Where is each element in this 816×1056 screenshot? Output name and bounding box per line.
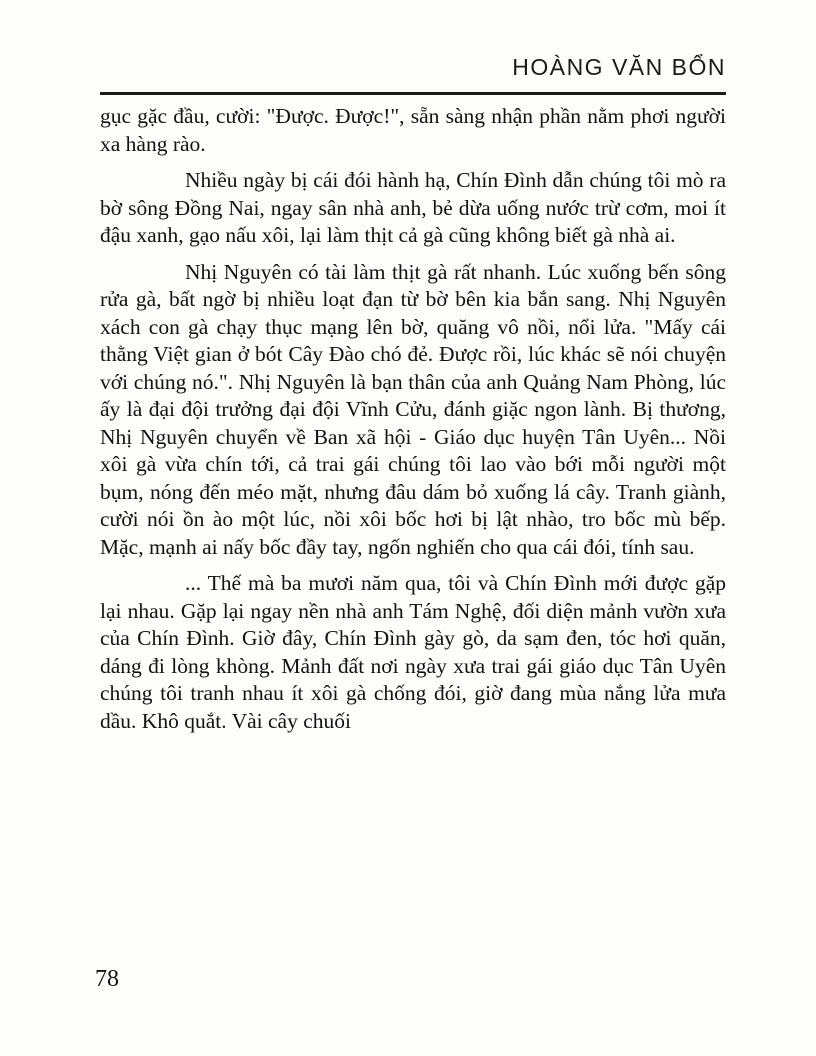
paragraph: Nhị Nguyên có tài làm thịt gà rất nhanh. Lúc xuống bến sông rửa gà, bất ngờ bị nhiều loạt đạn từ bờ bên kia bắn sang. Nhị Nguyên xách con gà chạy thục mạng lên bờ, quăng vô nồi, nổi lửa. "Mấy cái thằng Việt gian ở bót Cây Đào chó đẻ. Được rồi, lúc khác sẽ nói chuyện với chúng nó.". Nhị Nguyên là bạn thân của anh Quảng Nam Phòng, lúc ấy là đại đội trưởng đại đội Vĩnh Cửu, đánh giặc ngon lành. Bị thương, Nhị Nguyên chuyển về Ban xã hội - Giáo dục huyện Tân Uyên... Nồi xôi gà vừa chín tới, cả trai gái chúng tôi lao vào bới mỗi người một bụm, nóng đến méo mặt, nhưng đâu dám bỏ xuống lá cây. Tranh giành, cười nói ồn ào một lúc, nồi xôi bốc hơi bị lật nhào, tro bốc mù bếp. Mặc, mạnh ai nấy bốc đầy tay, ngốn nghiến cho qua cái đói, tính sau.: [100, 259, 726, 559]
body-paragraphs: [100, 103, 726, 744]
paragraph: Nhiều ngày bị cái đói hành hạ, Chín Đình dẫn chúng tôi mò ra bờ sông Đồng Nai, ngay sân nhà anh, bẻ dừa uống nước trừ cơm, moi ít đậu xanh, gạo nấu xôi, lại làm thịt cả gà cũng không biết gà nhà ai.: [100, 168, 726, 247]
running-header: HOÀNG VĂN BỔN: [512, 54, 726, 80]
paragraph: gục gặc đầu, cười: "Được. Được!", sẵn sàng nhận phần nằm phơi người xa hàng rào.: [100, 104, 726, 156]
page-number: 78: [95, 966, 119, 992]
header-rule: [100, 92, 726, 95]
paragraph: ... Thế mà ba mươi năm qua, tôi và Chín Đình mới được gặp lại nhau. Gặp lại ngay nền nhà anh Tám Nghệ, đối diện mảnh vườn xưa của Chín Đình. Giờ đây, Chín Đình gày gò, da sạm đen, tóc hơi quăn, dáng đi lòng khòng. Mảnh đất nơi ngày xưa trai gái giáo dục Tân Uyên chúng tôi tranh nhau ít xôi gà chống đói, giờ đang mùa nắng lửa mưa dầu. Khô quắt. Vài cây chuối: [100, 571, 726, 733]
